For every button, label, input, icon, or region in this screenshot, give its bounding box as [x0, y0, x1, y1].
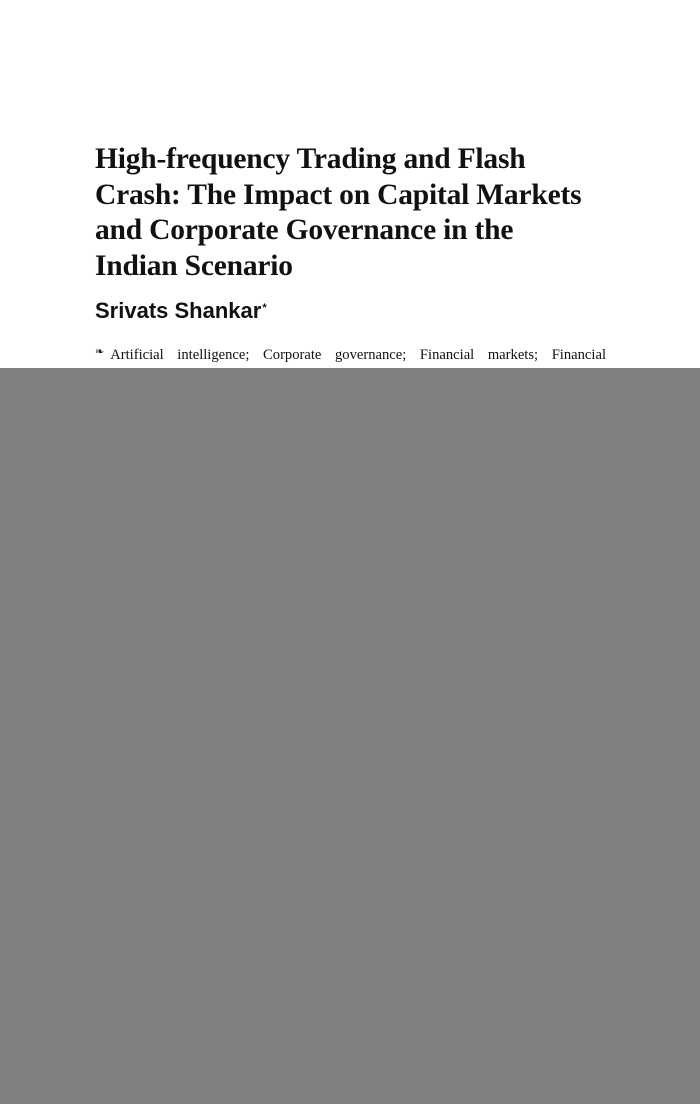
- keywords-line: [95, 345, 606, 366]
- author-footnote-mark: *: [262, 302, 267, 314]
- key-icon: ❧: [95, 346, 105, 358]
- author-name: Srivats Shankar: [95, 298, 262, 323]
- title-line: and Corporate Governance in the: [95, 214, 514, 246]
- title-line: Crash: The Impact on Capital Markets: [95, 178, 582, 211]
- title-line: Indian Scenario: [95, 249, 293, 282]
- article-title: [95, 142, 625, 284]
- author-line: [95, 296, 267, 326]
- title-line: High-frequency Trading and Flash: [95, 143, 526, 175]
- keywords-text: Artificial intelligence; Corporate governance; Financial markets; Financial: [110, 347, 606, 363]
- gray-overlay: [0, 368, 700, 1104]
